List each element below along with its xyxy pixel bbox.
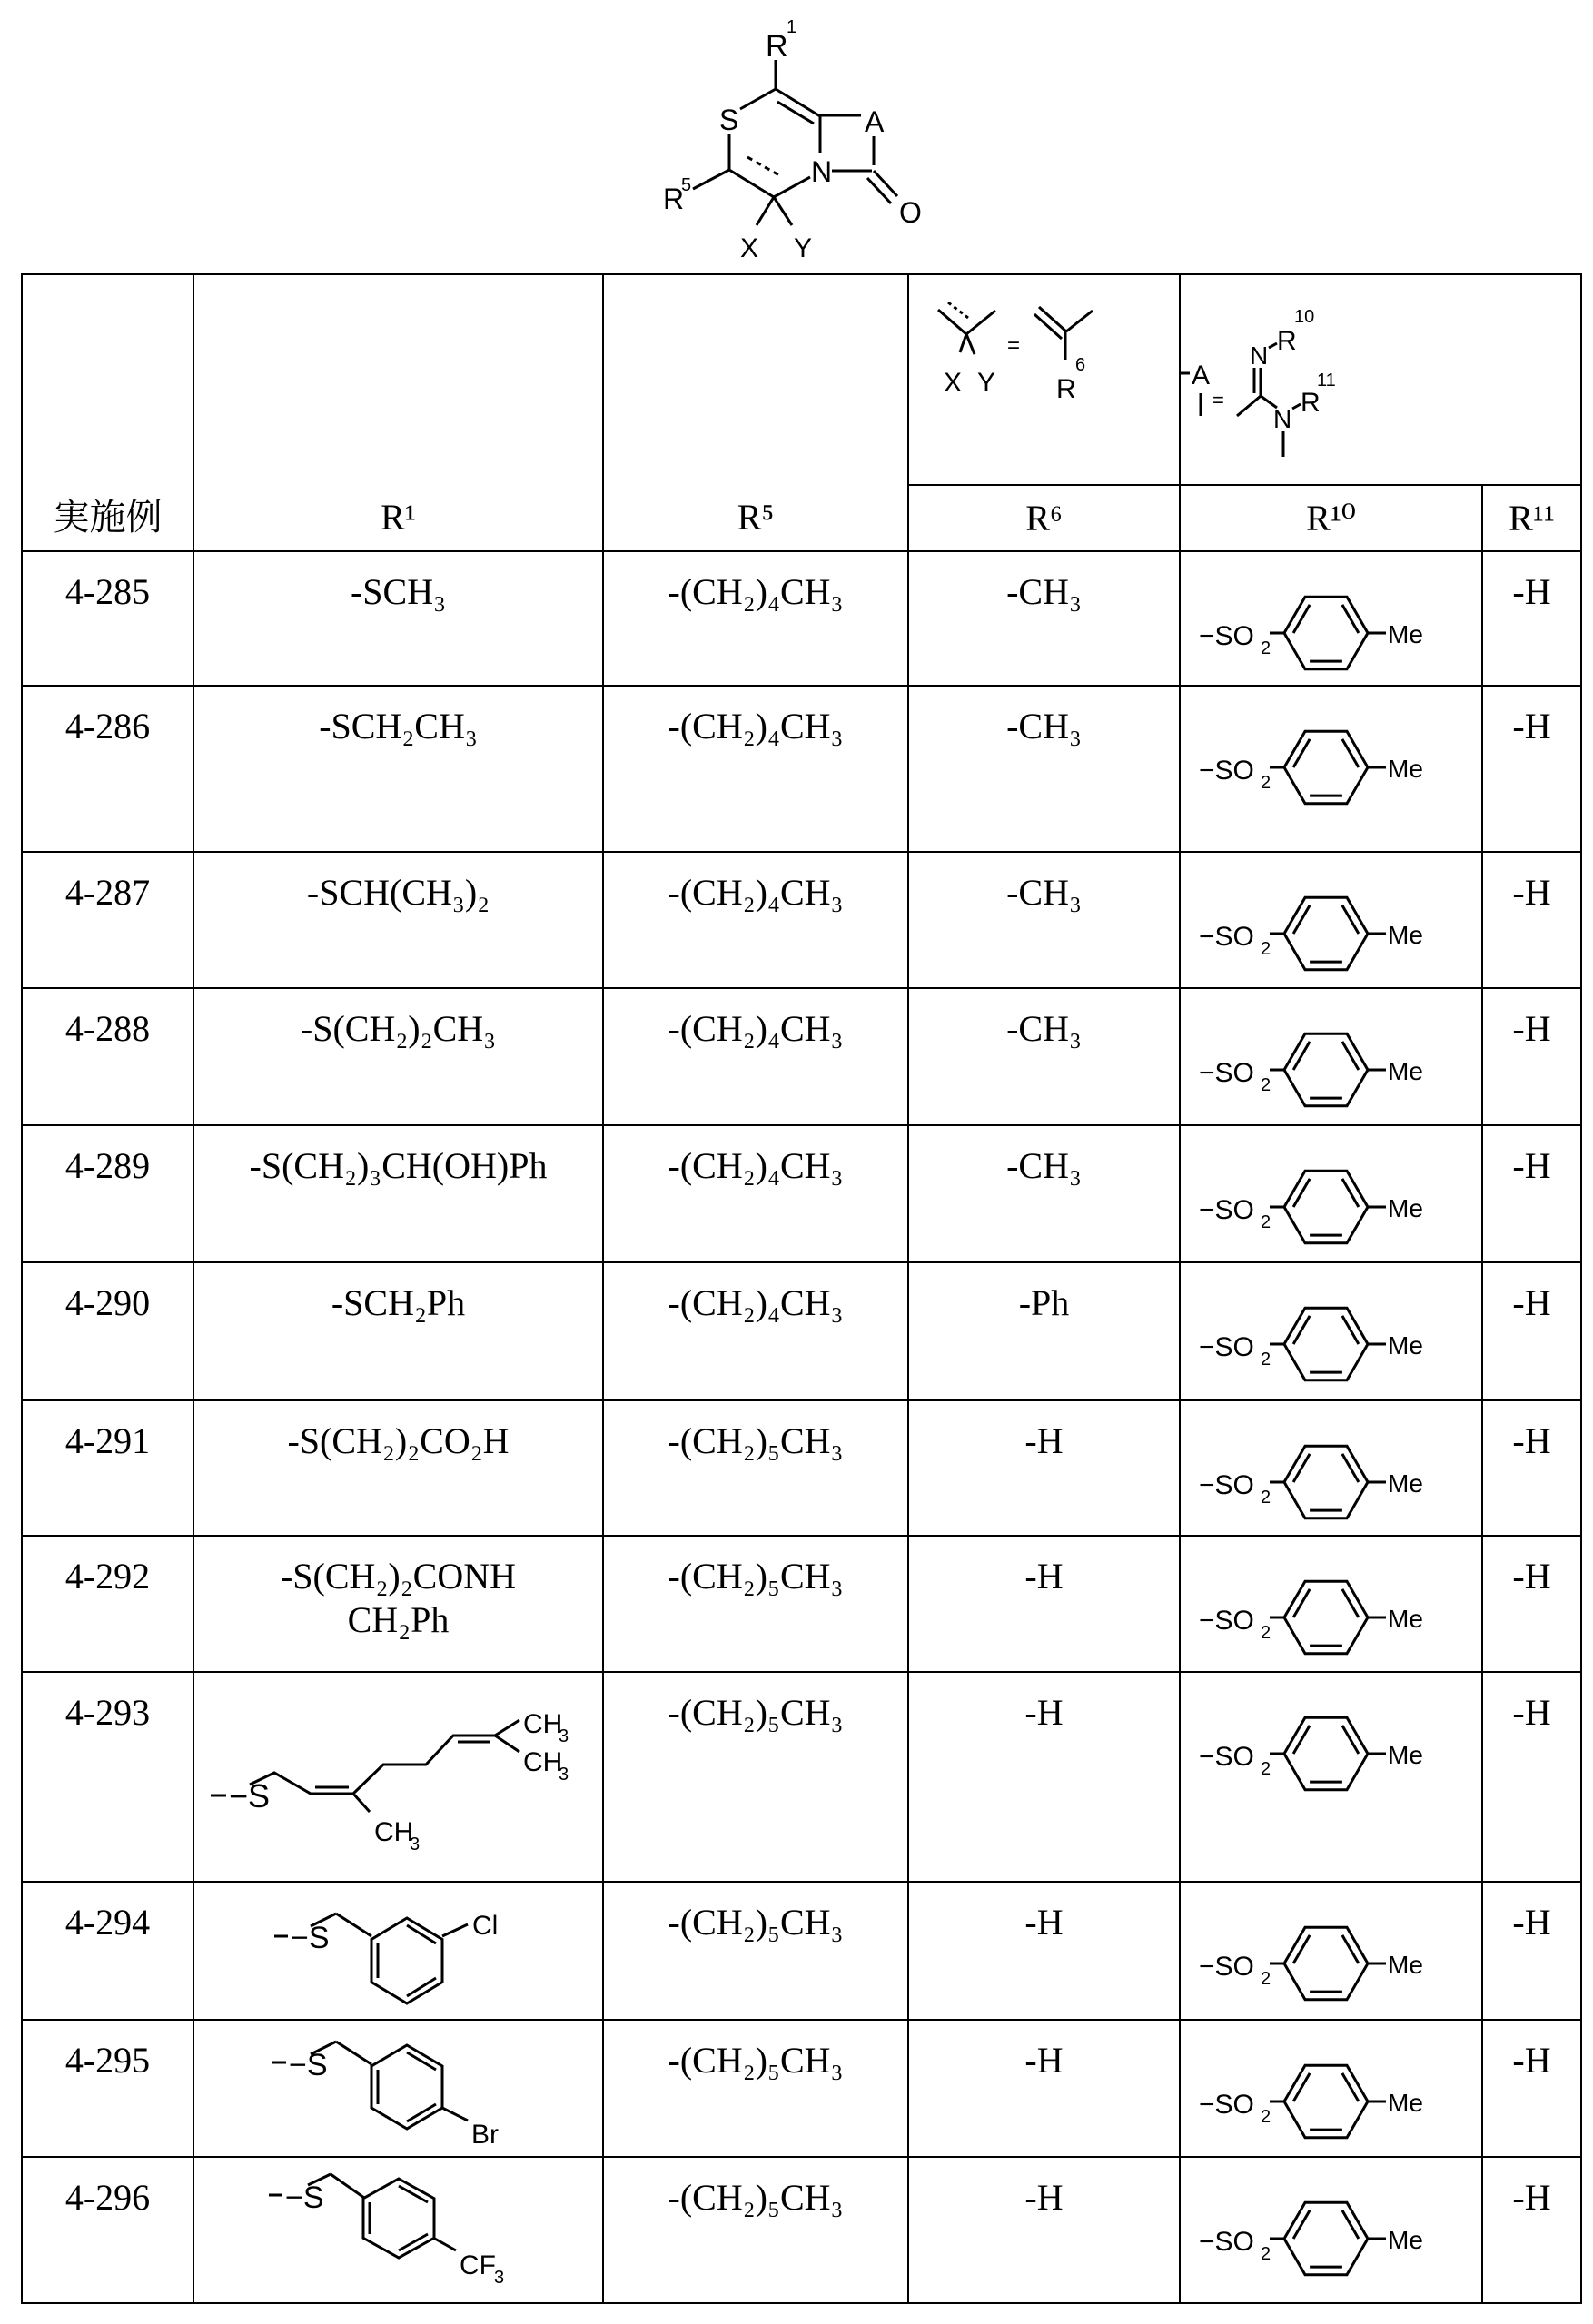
methyl-label: Me — [1388, 755, 1423, 783]
r11-value: -H — [1483, 552, 1580, 614]
r1-header-label: R¹ — [381, 497, 416, 538]
r5-cell — [603, 1400, 908, 1536]
r6-value: -H — [909, 1673, 1179, 1735]
r5-cell — [603, 686, 908, 852]
r11-value: -H — [1483, 2021, 1580, 2082]
example-id-cell — [22, 988, 193, 1125]
r11-cell — [1482, 1672, 1581, 1882]
methyl-label: Me — [1388, 1194, 1423, 1222]
r11-value: -H — [1483, 1401, 1580, 1463]
header-row — [22, 274, 1581, 485]
x-label: X — [740, 233, 758, 263]
r5-value: -(CH₂)₄CH₃ — [604, 853, 907, 915]
subscript: 2 — [1261, 1488, 1271, 1508]
table-row — [22, 988, 1581, 1125]
tosyl-structure — [1181, 1276, 1483, 1412]
r5-value: -(CH₂)₅CH₃ — [604, 2158, 907, 2220]
r6-value: -H — [909, 1401, 1179, 1463]
r1-value: -S(CH₂)₂CH₃ — [194, 989, 602, 1051]
tosyl-structure — [1181, 865, 1483, 1002]
r11-value: -H — [1483, 1263, 1580, 1325]
example-id-cell — [22, 1262, 193, 1400]
r6-cell — [908, 1125, 1180, 1262]
r6-cell — [908, 1882, 1180, 2020]
amidine-structure — [1181, 275, 1582, 484]
methyl-label: Me — [1388, 1741, 1423, 1769]
r10-cell — [1180, 988, 1482, 1125]
r11-cell — [1482, 2020, 1581, 2157]
a-label: A — [865, 105, 885, 138]
r11-cell — [1482, 1400, 1581, 1536]
r11-cell — [1482, 1536, 1581, 1672]
r1-structure-geranylthio — [194, 1673, 604, 1883]
r5-value: -(CH₂)₄CH₃ — [604, 1126, 907, 1188]
table-row — [22, 1672, 1581, 1882]
example-id: 4-292 — [23, 1537, 193, 1598]
xy-definition-cell — [908, 274, 1180, 485]
example-id-cell — [22, 1882, 193, 2020]
example-id: 4-293 — [23, 1673, 193, 1735]
r5-cell — [603, 1882, 908, 2020]
example-header-label: 実施例 — [54, 497, 163, 538]
header-r5 — [603, 274, 908, 551]
subscript: 2 — [1261, 939, 1271, 959]
r10-cell — [1180, 1536, 1482, 1672]
r1-value: -SCH₂CH₃ — [194, 687, 602, 748]
r5-cell — [603, 852, 908, 988]
methyl-label: CH — [523, 1709, 562, 1739]
r6-value: -CH₃ — [909, 687, 1179, 748]
r6-label: R — [1056, 374, 1076, 404]
r11-value: -H — [1483, 1126, 1580, 1188]
example-id-cell — [22, 2020, 193, 2157]
table-row — [22, 1882, 1581, 2020]
r5-cell — [603, 988, 908, 1125]
y-label: Y — [977, 368, 995, 398]
r10-header-label: R¹⁰ — [1181, 497, 1481, 540]
methyl-label: Me — [1388, 1951, 1423, 1979]
r5-cell — [603, 551, 908, 686]
r5-cell — [603, 2020, 908, 2157]
example-id: 4-285 — [23, 552, 193, 614]
example-id: 4-290 — [23, 1263, 193, 1325]
table-row — [22, 2157, 1581, 2303]
r5-value: -(CH₂)₄CH₃ — [604, 989, 907, 1051]
example-id-cell — [22, 1536, 193, 1672]
subscript: 2 — [1261, 773, 1271, 793]
sulfonyl-label: −SO — [1199, 621, 1254, 651]
example-id: 4-294 — [23, 1883, 193, 1944]
tosyl-structure — [1181, 2171, 1483, 2307]
r1-structure-3-chlorobenzylthio — [194, 1883, 604, 2021]
r10-cell — [1180, 2157, 1482, 2303]
subscript: 2 — [1261, 638, 1271, 658]
r6-value: -H — [909, 2021, 1179, 2082]
r11-cell — [1482, 1125, 1581, 1262]
methyl-label: CH — [523, 1747, 562, 1777]
r10-cell — [1180, 2020, 1482, 2157]
r10-cell — [1180, 1262, 1482, 1400]
r6-sup: 6 — [1075, 355, 1085, 375]
r6-cell — [908, 2020, 1180, 2157]
r6-value: -CH₃ — [909, 552, 1179, 614]
tosyl-structure — [1181, 699, 1483, 836]
sulfonyl-label: −SO — [1199, 1952, 1254, 1982]
r5-value: -(CH₂)₅CH₃ — [604, 1673, 907, 1735]
example-id-cell — [22, 1400, 193, 1536]
r6-cell — [908, 2157, 1180, 2303]
r6-cell — [908, 1536, 1180, 1672]
substituent-label: CF — [460, 2250, 496, 2280]
r11-cell — [1482, 1262, 1581, 1400]
tosyl-structure — [1181, 1002, 1483, 1138]
r1-cell — [193, 1400, 603, 1536]
equals-sign: = — [1007, 333, 1020, 358]
r11-value: -H — [1483, 1883, 1580, 1944]
subscript: 3 — [559, 1765, 569, 1785]
scaffold-structure — [545, 0, 999, 272]
xy-definition-structure — [909, 275, 1181, 484]
sulfonyl-label: −SO — [1199, 922, 1254, 952]
x-label: X — [944, 368, 962, 398]
r5-header-label: R⁵ — [737, 497, 775, 538]
r1-cell — [193, 1125, 603, 1262]
r11-sup: 11 — [1317, 371, 1336, 391]
subscript: 3 — [410, 1834, 420, 1854]
example-id: 4-296 — [23, 2158, 193, 2220]
header-r11 — [1482, 485, 1581, 551]
r1-sup: 1 — [787, 17, 796, 37]
tosyl-structure — [1181, 1549, 1483, 1686]
r5-value: -(CH₂)₅CH₃ — [604, 1883, 907, 1944]
r11-cell — [1482, 686, 1581, 852]
equals-sign: = — [1212, 389, 1224, 411]
header-r10 — [1180, 485, 1482, 551]
tosyl-structure — [1181, 1895, 1483, 2032]
n-label: N — [1250, 341, 1268, 370]
r1-cell — [193, 2020, 603, 2157]
r6-value: -H — [909, 1537, 1179, 1598]
tosyl-structure — [1181, 2033, 1483, 2170]
sulfur-label: −S — [229, 1777, 270, 1815]
r6-value: -H — [909, 2158, 1179, 2220]
substituent-label: Cl — [472, 1911, 498, 1941]
r5-value: -(CH₂)₅CH₃ — [604, 2021, 907, 2082]
r6-value: -CH₃ — [909, 989, 1179, 1051]
r11-value: -H — [1483, 1673, 1580, 1735]
r5-value: -(CH₂)₅CH₃ — [604, 1401, 907, 1463]
r11-value: -H — [1483, 853, 1580, 915]
r11-header-label: R¹¹ — [1483, 497, 1580, 540]
table-row — [22, 1400, 1581, 1536]
r1-cell — [193, 1262, 603, 1400]
sulfonyl-label: −SO — [1199, 2227, 1254, 2257]
r6-cell — [908, 1262, 1180, 1400]
r10-cell — [1180, 551, 1482, 686]
subscript: 2 — [1261, 1623, 1271, 1643]
example-id: 4-289 — [23, 1126, 193, 1188]
r1-cell — [193, 1536, 603, 1672]
r6-value: -Ph — [909, 1263, 1179, 1325]
r6-cell — [908, 1672, 1180, 1882]
table-row — [22, 1125, 1581, 1262]
r11-cell — [1482, 551, 1581, 686]
r1-label: R — [766, 29, 788, 64]
sulfonyl-label: −SO — [1199, 1332, 1254, 1362]
n-label: N — [811, 155, 832, 188]
r6-cell — [908, 988, 1180, 1125]
subscript: 3 — [494, 2268, 504, 2288]
r1-cell — [193, 686, 603, 852]
r11-value: -H — [1483, 1537, 1580, 1598]
r1-structure-4-bromobenzylthio — [194, 2021, 604, 2158]
example-id-cell — [22, 852, 193, 988]
y-label: Y — [794, 233, 812, 263]
methyl-label: Me — [1388, 1605, 1423, 1633]
subscript: 2 — [1261, 1212, 1271, 1232]
table-row — [22, 852, 1581, 988]
r1-structure-4-trifluoromethylbenzylthio — [194, 2158, 604, 2304]
subscript: 2 — [1261, 1075, 1271, 1095]
n-label: N — [1273, 405, 1291, 433]
r5-sup: 5 — [681, 175, 691, 195]
r1-value: -S(CH₂)₃CH(OH)Ph — [194, 1126, 602, 1188]
header-r6 — [908, 485, 1180, 551]
methyl-label: Me — [1388, 2226, 1423, 2254]
r10-cell — [1180, 1400, 1482, 1536]
sulfonyl-label: −SO — [1199, 2090, 1254, 2120]
tosyl-structure — [1181, 1686, 1483, 1822]
r1-cell — [193, 1882, 603, 2020]
sulfonyl-label: −SO — [1199, 1470, 1254, 1500]
r5-cell — [603, 1125, 908, 1262]
r11-cell — [1482, 1882, 1581, 2020]
subscript: 2 — [1261, 1350, 1271, 1370]
sulfonyl-label: −SO — [1199, 1742, 1254, 1772]
example-id: 4-287 — [23, 853, 193, 915]
r1-value: -S(CH₂)₂CONH — [194, 1537, 602, 1598]
r1-value: -SCH₃ — [194, 552, 602, 614]
r5-label: R — [663, 183, 684, 215]
r11-cell — [1482, 852, 1581, 988]
subscript: 3 — [559, 1726, 569, 1746]
r1-cell — [193, 551, 603, 686]
methyl-label: Me — [1388, 1057, 1423, 1085]
r6-cell — [908, 551, 1180, 686]
r1-value: -SCH₂Ph — [194, 1263, 602, 1325]
subscript: 2 — [1261, 1969, 1271, 1989]
r5-value: -(CH₂)₄CH₃ — [604, 1263, 907, 1325]
r11-value: -H — [1483, 989, 1580, 1051]
r5-cell — [603, 1262, 908, 1400]
r1-value: -SCH(CH₃)₂ — [194, 853, 602, 915]
r1-value-line2: CH₂Ph — [194, 1598, 602, 1642]
methyl-label: Me — [1388, 1469, 1423, 1498]
tosyl-structure — [1181, 1414, 1483, 1550]
r10-sup: 10 — [1294, 307, 1314, 327]
a-definition-cell — [1180, 274, 1581, 485]
tosyl-structure — [1181, 1139, 1483, 1275]
r10-label: R — [1277, 326, 1297, 356]
r10-cell — [1180, 1672, 1482, 1882]
sulfonyl-label: −SO — [1199, 1058, 1254, 1088]
r11-cell — [1482, 988, 1581, 1125]
r10-cell — [1180, 686, 1482, 852]
r5-value: -(CH₂)₄CH₃ — [604, 552, 907, 614]
sulfur-label: −S — [285, 2181, 324, 2215]
example-id-cell — [22, 551, 193, 686]
substituent-label: Br — [471, 2120, 499, 2150]
subscript: 2 — [1261, 2244, 1271, 2264]
s-label: S — [719, 104, 738, 136]
header-r1 — [193, 274, 603, 551]
example-id: 4-295 — [23, 2021, 193, 2082]
a-label: A — [1192, 361, 1210, 391]
sulfur-label: −S — [291, 1921, 330, 1955]
example-id-cell — [22, 2157, 193, 2303]
r6-cell — [908, 852, 1180, 988]
r1-cell — [193, 2157, 603, 2303]
header-example — [22, 274, 193, 551]
table-row — [22, 2020, 1581, 2157]
r10-cell — [1180, 1882, 1482, 2020]
r5-value: -(CH₂)₅CH₃ — [604, 1537, 907, 1598]
r6-value: -CH₃ — [909, 1126, 1179, 1188]
r1-cell — [193, 988, 603, 1125]
r1-cell — [193, 852, 603, 988]
methyl-label: Me — [1388, 921, 1423, 949]
sulfonyl-label: −SO — [1199, 1195, 1254, 1225]
example-id: 4-286 — [23, 687, 193, 748]
sulfur-label: −S — [289, 2048, 328, 2082]
example-id-cell — [22, 1125, 193, 1262]
table-row — [22, 551, 1581, 686]
r1-cell — [193, 1672, 603, 1882]
r6-value: -CH₃ — [909, 853, 1179, 915]
o-label: O — [899, 196, 922, 229]
r5-cell — [603, 1536, 908, 1672]
methyl-label: Me — [1388, 2089, 1423, 2117]
r11-label: R — [1301, 388, 1321, 418]
methyl-label: CH — [374, 1817, 413, 1847]
r11-cell — [1482, 2157, 1581, 2303]
r10-cell — [1180, 852, 1482, 988]
example-id-cell — [22, 1672, 193, 1882]
methyl-label: Me — [1388, 1331, 1423, 1360]
table-row — [22, 1536, 1581, 1672]
table-row — [22, 1262, 1581, 1400]
r5-cell — [603, 1672, 908, 1882]
example-id: 4-288 — [23, 989, 193, 1051]
r11-value: -H — [1483, 687, 1580, 748]
table-row — [22, 686, 1581, 852]
sulfonyl-label: −SO — [1199, 756, 1254, 786]
sulfonyl-label: −SO — [1199, 1606, 1254, 1636]
example-id: 4-291 — [23, 1401, 193, 1463]
methyl-label: Me — [1388, 620, 1423, 648]
r6-cell — [908, 1400, 1180, 1536]
r6-value: -H — [909, 1883, 1179, 1944]
r5-value: -(CH₂)₄CH₃ — [604, 687, 907, 748]
substituent-table — [21, 273, 1582, 2304]
r6-cell — [908, 686, 1180, 852]
subscript: 2 — [1261, 1759, 1271, 1779]
r11-value: -H — [1483, 2158, 1580, 2220]
r6-header-label: R⁶ — [909, 497, 1179, 540]
r5-cell — [603, 2157, 908, 2303]
r1-value: -S(CH₂)₂CO₂H — [194, 1401, 602, 1463]
r10-cell — [1180, 1125, 1482, 1262]
tosyl-structure — [1181, 565, 1483, 701]
subscript: 2 — [1261, 2107, 1271, 2127]
example-id-cell — [22, 686, 193, 852]
